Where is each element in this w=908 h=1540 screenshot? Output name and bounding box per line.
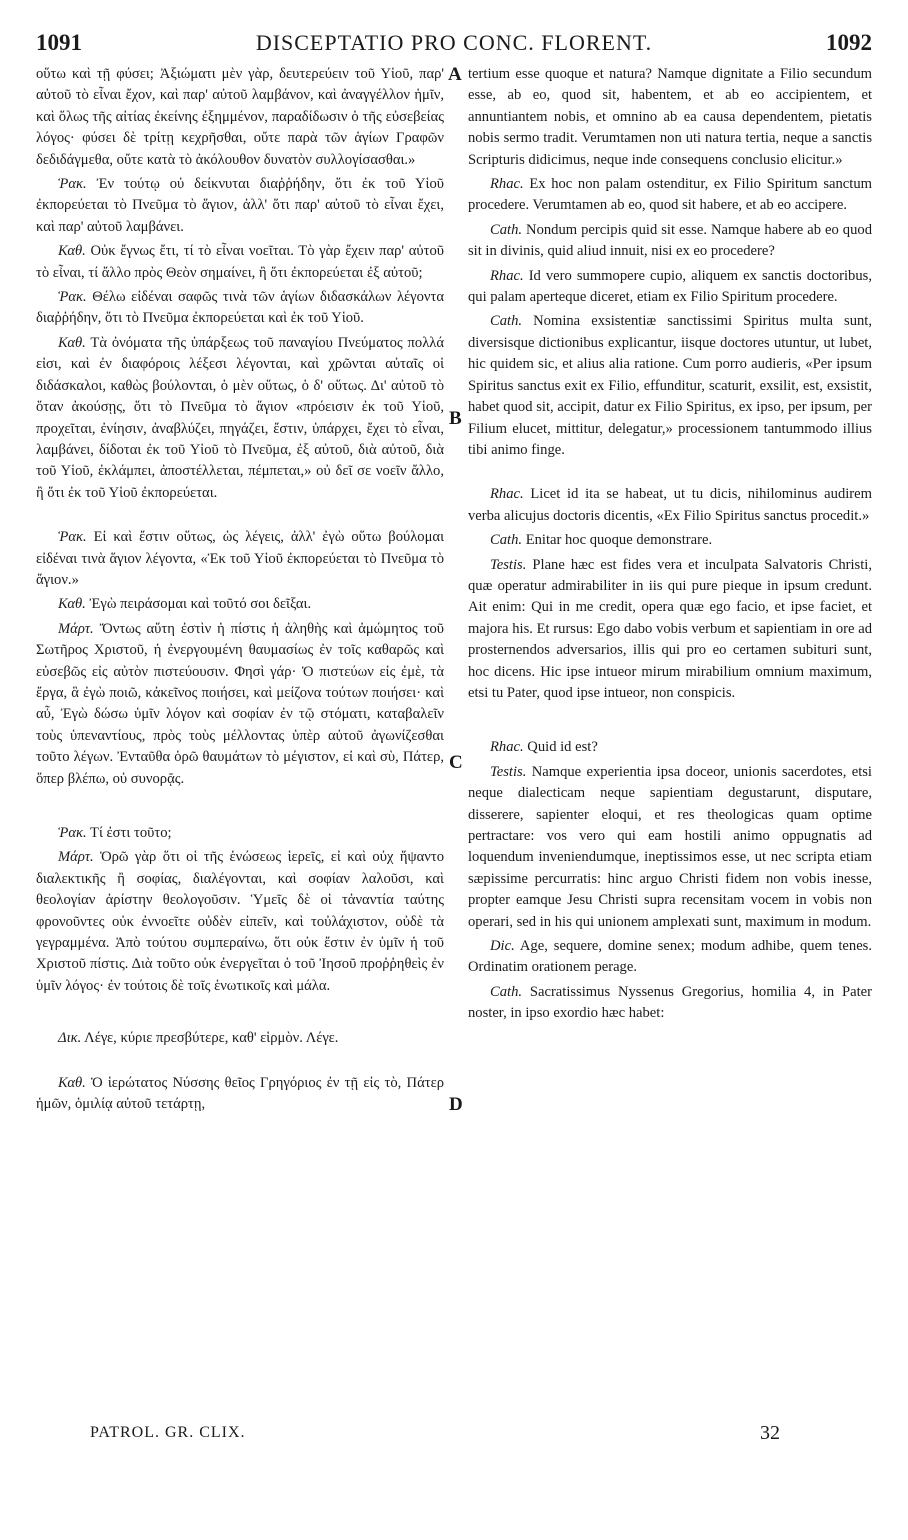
speaker-label: Cath.: [490, 983, 523, 1000]
spacer: [468, 464, 872, 484]
greek-paragraph: [36, 1028, 444, 1049]
spacer: [36, 1000, 444, 1028]
latin-paragraph: [468, 555, 872, 705]
greek-paragraph: [36, 823, 444, 844]
latin-text: Licet id ita se habeat, ut tu dicis, nihilominus audirem verba alicujus doctoris dicentis, «Ex Filio Spiritus sanctus procedit.»: [468, 486, 872, 524]
page-header: [36, 30, 872, 58]
greek-text: Ὁρῶ γὰρ ὅτι οἱ τῆς ἑνώσεως ἱερεῖς, εἰ καὶ οὐχ ἥψαντο διαλεκτικῆς ἢ σοφίας, διαλέγονται, καὶ σοφίαν λαλοῦσι, καὶ θεολογίαν ἀρίστην θεολογοῦσιν. Ὑμεῖς δὲ οἱ τἀναντία ταύτης φρονοῦντες οὐκ ἐννοεῖτε οὐδὲν εἰπεῖν, καὶ τοὐλάχιστον, οὐδὲ τὰ γεγραμμένα. Ἀπὸ τούτου συμπεραίνω, ὅτι οὐκ ἔστιν ἐν ὑμῖν ἡ τοῦ Χριστοῦ πίστις. Διὰ τοῦτο οὐκ ἐνεργεῖται ὁ τοῦ Ἰησοῦ προῤῥηθεὶς ἐν ὑμῖν λόγος· ἐν τούτοις δὲ τοῖς ἑνωτικοῖς καὶ μάλα.: [36, 849, 444, 994]
latin-text: Id vero summopere cupio, aliquem ex sanctis doctoribus, qui palam aperteque diceret, etiam ex Filio Spiritum procedere.: [468, 267, 872, 306]
speaker-label: Ῥακ.: [58, 176, 87, 193]
footer-series-label: PATROL. GR. CLIX.: [90, 1424, 246, 1441]
speaker-label: Ῥακ.: [58, 825, 87, 841]
latin-text: Nomina exsistentiæ sanctissimi Spiritus multa sunt, diversisque dictionibus explicantur, iisque doctores utuntur, ut lubet, hic quidem sic, et alius alia ratione. Cum porro audieris, «Per ipsum Spiritus sanctus exit ex Filio, effunditur, scaturit, exsilit, est, exsistit, habet quod sit, accipit, datur ex Filio Spiritus, ex ipso, per ipsum, per Filium elucet, mittitur, delegatur,» processionem tantummodo illius tibi animo finge.: [468, 313, 872, 458]
greek-text: Ἐν τούτῳ οὐ δείκνυται διαῤῥήδην, ὅτι ἐκ τοῦ Υἱοῦ ἐκπορεύεται τὸ Πνεῦμα τὸ ἅγιον, ἀλλ' ὅτι παρ' αὐτοῦ τὸ εἶναι ἔχει, καὶ παρ' αὐτοῦ λαμβάνει.: [36, 176, 444, 235]
spacer: [36, 793, 444, 823]
latin-text: Enitar hoc quoque demonstrare.: [525, 532, 713, 549]
latin-text: Ex hoc non palam ostenditur, ex Filio Spiritum sanctum procedere. Verumtamen ab eo, quod sit habere, et ab eo accipere.: [468, 176, 872, 214]
page-number-right: 1092: [826, 30, 872, 55]
speaker-label: Rhac.: [490, 739, 524, 756]
latin-text: Sacratissimus Nyssenus Gregorius, homilia 4, in Pater noster, in ipso exordio hæc habet:: [468, 983, 872, 1022]
greek-text: Ὁ ἱερώτατος Νύσσης θεῖος Γρηγόριος ἐν τῇ εἰς τὸ, Πάτερ ἡμῶν, ὁμιλίᾳ αὐτοῦ τετάρτῃ,: [36, 1074, 445, 1113]
latin-paragraph: [468, 220, 872, 263]
running-title: DISCEPTATIO PRO CONC. FLORENT.: [255, 30, 653, 55]
latin-text: Age, sequere, domine senex; modum adhibe, quem tenes. Ordinatim orationem perage.: [468, 938, 872, 976]
latin-paragraph: [468, 762, 872, 933]
latin-paragraph: [468, 737, 872, 758]
latin-paragraph: [468, 311, 872, 461]
latin-paragraph: [468, 266, 872, 309]
footer-signature-number: 32: [760, 1422, 780, 1444]
greek-paragraph: [36, 333, 444, 504]
greek-text: Ἐγὼ πειράσομαι καὶ τοῦτό σοι δεῖξαι.: [89, 596, 312, 613]
margin-marker-c: C: [449, 752, 463, 773]
speaker-label: Testis.: [490, 556, 527, 573]
greek-text: Τί ἐστι τοῦτο;: [90, 825, 172, 841]
greek-paragraph: [36, 174, 444, 238]
latin-text: tertium esse quoque et natura? Namque dignitate a Filio secundum esse, ab eo, quod sit, habentem, et ab eo accipientem, et annuntiantem nobis, et omnino ab ea causa dependentem, pietatis nobis sermo tradit. Verumtamen non uti natura tertia, neque a sanctis Scripturis didicimus, neque inde consequens conclusio elicitur.»: [468, 66, 872, 168]
latin-column: [468, 64, 872, 1028]
greek-paragraph: [36, 287, 444, 330]
greek-text: Θέλω εἰδέναι σαφῶς τινὰ τῶν ἁγίων διδασκάλων λέγοντα διαῤῥήδην, ὅτι τὸ Πνεῦμα ἐκπορεύεται καὶ ἐκ τοῦ Υἱοῦ.: [36, 289, 444, 327]
greek-paragraph: [36, 64, 444, 171]
spacer: [36, 1053, 444, 1073]
greek-text: Ὄντως αὕτη ἐστὶν ἡ πίστις ἡ ἀληθὴς καὶ ἀμώμητος τοῦ Σωτῆρος Χριστοῦ, ἡ ἐνεργουμένη θαυμασίως ἐν τοῖς καθαρῶς καὶ εὐσεβῶς εἰς αὐτὸν πιστεύουσιν. Φησὶ γάρ· Ὁ πιστεύων εἰς ἐμὲ, τὰ ἔργα, ἃ ἐγὼ ποιῶ, κἀκεῖνος ποιήσει, καὶ μείζονα τούτων ποιήσει· καὶ αὖ, Ἐγὼ δώσω ὑμῖν λόγον καὶ σοφίαν ἐν τῷ στόματι, καταβαλεῖν τοὺς ὑπεναντίους, πρὸς τοὺς μέλλοντας ὑπὲρ αὐτοῦ ἀγωνίζεσθαι τοῦτο λέγων. Ἐνταῦθα ὁρῶ θαυμάτων τὸ μέγιστον, εἰ καὶ σὺ, Πάτερ, ὅπερ βλέπω, οὐ συνορᾷς.: [36, 620, 444, 787]
speaker-label: Καθ.: [58, 1074, 86, 1091]
latin-paragraph: [468, 484, 872, 527]
speaker-label: Δικ.: [58, 1030, 82, 1047]
greek-paragraph: [36, 594, 444, 615]
greek-text: Λέγε, κύριε πρεσβύτερε, καθ' εἱρμὸν. Λέγε.: [84, 1030, 339, 1047]
spacer: [36, 507, 444, 527]
greek-paragraph: [36, 527, 444, 591]
margin-marker-a: A: [448, 64, 462, 85]
speaker-label: Καθ.: [58, 334, 86, 351]
latin-paragraph: [468, 530, 872, 551]
margin-marker-b: B: [449, 408, 462, 429]
speaker-label: Rhac.: [490, 176, 524, 193]
margin-marker-d: D: [449, 1094, 463, 1115]
speaker-label: Ῥακ.: [58, 529, 87, 546]
latin-paragraph: [468, 64, 872, 171]
latin-text: Quid id est?: [527, 739, 598, 756]
page-number-left: 1091: [36, 30, 82, 55]
speaker-label: Ῥακ.: [58, 289, 87, 306]
latin-text: Nondum percipis quid sit esse. Namque habere ab eo quod sit in divinis, quid aliud innuit, nisi ex eo procedere?: [468, 221, 872, 260]
speaker-label: Dic.: [490, 938, 515, 955]
greek-paragraph: [36, 1073, 444, 1116]
latin-text: Namque experientia ipsa doceor, unionis sacerdotes, etsi neque dialecticam neque sapientiam degustarunt, disputare, disserere, sapienter eloqui, et res theologicas quam optime pertractare: vos vero qui eam hostili animo oppugnatis ad loquendum inveniendumque, ineptissimos esse, ut nec scripta etiam sæpissime percurratis: hinc arguo Christi fidem non vobis inesse, propter eamque Jesu Christi supra recensitam vocem in vobis non operari, sed in his qui unionem amplexati sunt, maximum in modum.: [468, 763, 872, 930]
greek-text: Εἰ καὶ ἔστιν οὕτως, ὡς λέγεις, ἀλλ' ἐγὼ οὕτω βούλομαι εἰδέναι τινὰ ἅγιον λέγοντα, «Ἐκ τοῦ Υἱοῦ ἐκπορεύεται τὸ Πνεῦμα τὸ ἅγιον.»: [36, 529, 444, 588]
speaker-label: Cath.: [490, 221, 523, 238]
latin-paragraph: [468, 982, 872, 1025]
speaker-label: Καθ.: [58, 596, 86, 613]
speaker-label: Μάρτ.: [58, 620, 94, 637]
speaker-label: Cath.: [490, 313, 523, 330]
speaker-label: Testis.: [490, 763, 527, 780]
greek-column: [36, 64, 444, 1118]
latin-text: Plane hæc est fides vera et inculpata Salvatoris Christi, quæ operatur admirabiliter in iis qui pure pieque in ipsum credunt. Ait enim: Qui in me credit, opera quæ ego facio, et ipse faciet, et majora his. Et rursus: Ego dabo vobis verbum et sapientiam in ore ad prosternendos adversarios, illis qui pro eo certamen subituri sunt, hoc dicens. Hic ipse intueor mirum mirabilium omnium maximum, etsi tu Pater, quod ipse intueor, non conspicis.: [468, 556, 872, 701]
latin-paragraph: [468, 174, 872, 217]
greek-paragraph: [36, 241, 444, 284]
greek-text: οὕτω καὶ τῇ φύσει; Ἀξιώματι μὲν γὰρ, δευτερεύειν τοῦ Υἱοῦ, παρ' αὐτοῦ τὸ εἶναι ἔχον, καὶ παρ' αὐτοῦ λαμβάνον, καὶ ἀναγγέλλον ἡμῖν, καὶ ὅλως τῆς αἰτίας ἐκείνης ἐξημμένον, παραδίδωσιν ὁ τῆς εὐσεβείας λόγος· φύσει δὲ τρίτῃ κεχρῆσθαι, οὔτε παρὰ τῶν ἁγίων Γραφῶν δεδιδάγμεθα, οὔτε κατὰ τὸ ἀκόλουθον δυνατὸν συλλογίσασθαι.»: [36, 66, 444, 168]
speaker-label: Μάρτ.: [58, 849, 94, 866]
greek-paragraph: [36, 619, 444, 790]
speaker-label: Rhac.: [490, 486, 524, 503]
speaker-label: Καθ.: [58, 243, 86, 260]
spacer: [468, 707, 872, 737]
greek-text: Οὐκ ἔγνως ἔτι, τί τὸ εἶναι νοεῖται. Τὸ γὰρ ἔχειν παρ' αὐτοῦ τὸ εἶναι, τί ἄλλο πρὸς Θεὸν σημαίνει, ἢ ὅτι ἐκπορεύεται ἐξ αὐτοῦ;: [36, 243, 444, 281]
greek-text: Τὰ ὀνόματα τῆς ὑπάρξεως τοῦ παναγίου Πνεύματος πολλά εἰσι, καὶ ἐν διαφόροις λέξεσι λέγονται, καὶ χρῶνται αὐταῖς οἱ διδάσκαλοι, καθὼς βούλονται, ὁ μὲν οὕτως, ὁ δ' οὕτως. Δι' αὐτοῦ τὸ ὅταν ἀκούσῃς, ὅτι τὸ Πνεῦμα τὸ ἅγιον «πρόεισιν ἐκ τοῦ Υἱοῦ, προχεῖται, ἐνίησιν, ἀναβλύζει, πηγάζει, ἔστιν, ὑπάρχει, ἔχει τὸ εἶναι, λαμβάνει, δίδοται ἐκ τοῦ Υἱοῦ τὸ Πνεῦμα, ἐξ αὐτοῦ, διὰ αὐτοῦ, διὰ τοῦ Υἱοῦ, ἐκλάμπει, ἀποστέλλεται, πέμπεται,» οὐ δεῖ σε νοεῖν ἄλλο, ἢ ὅτι ἐκ τοῦ Υἱοῦ ἐκπορεύεται.: [36, 334, 445, 501]
greek-paragraph: [36, 847, 444, 997]
latin-paragraph: [468, 936, 872, 979]
speaker-label: Rhac.: [490, 267, 524, 284]
speaker-label: Cath.: [490, 532, 523, 549]
